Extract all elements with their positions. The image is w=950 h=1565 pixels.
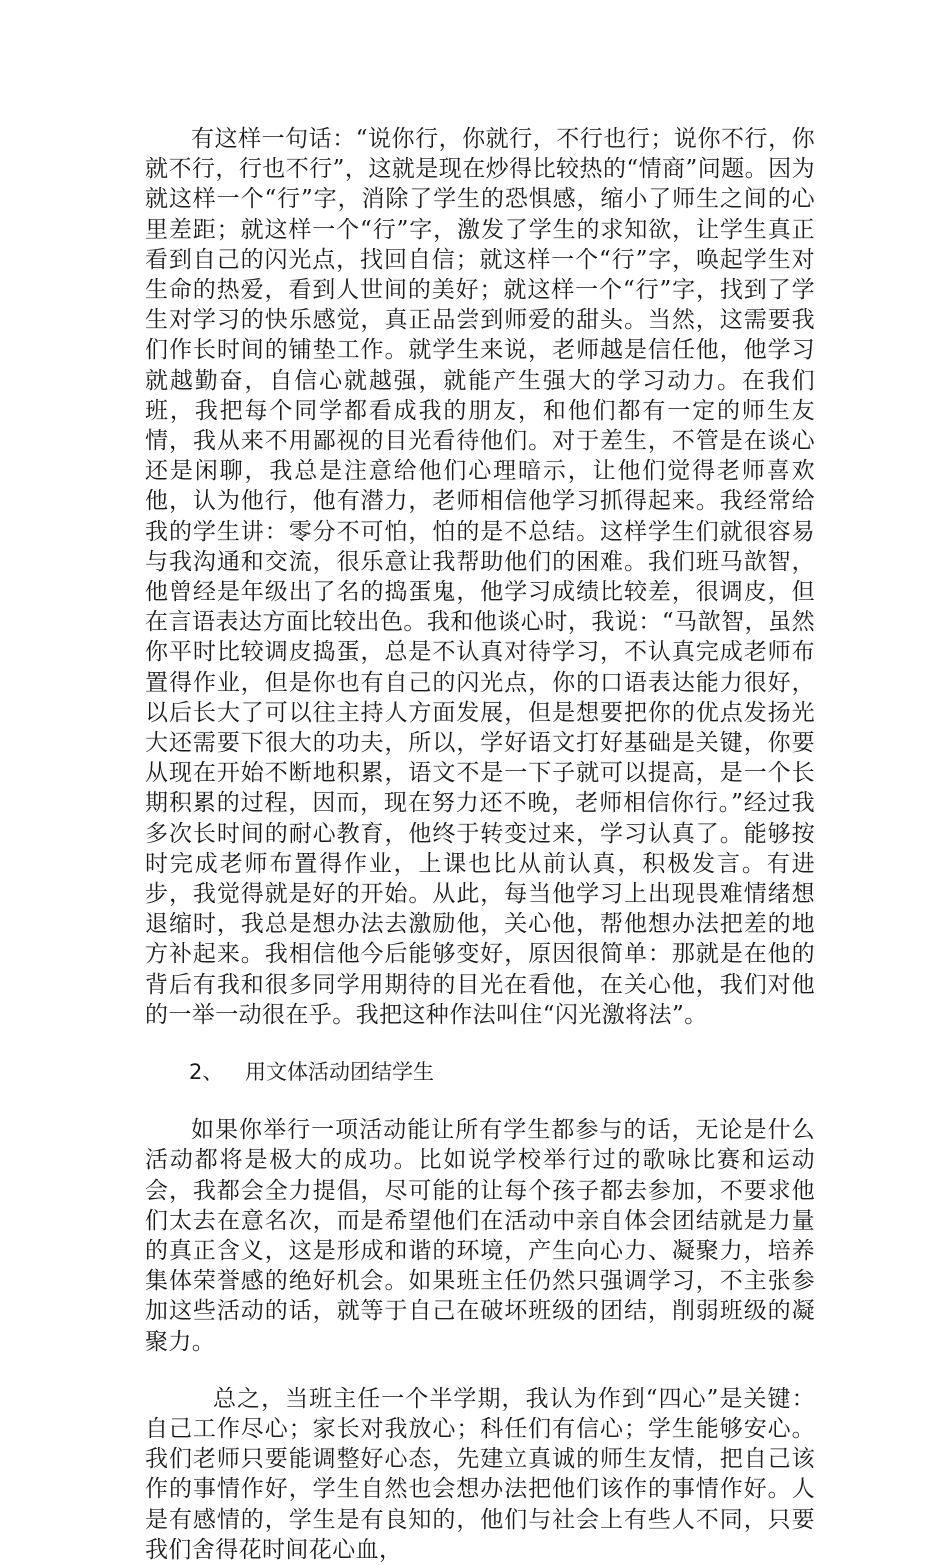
section-number: 2、 (189, 1060, 224, 1085)
section-title: 用文体活动团结学生 (245, 1060, 434, 1085)
document-page (145, 124, 815, 1565)
paragraph-flash-encouragement: 有这样一句话：“说你行，你就行，不行也行；说你不行，你就不行，行也不行”，这就是现在炒得比较热的“情商”问题。因为就这样一个“行”字，消除了学生的恐惧感，缩小了师生之间的心里差距；就这样一个“行”字，激发了学生的求知欲，让学生真正看到自己的闪光点，找回自信；就这样一个“行”字，唤起学生对生命的热爱，看到人世间的美好；就这样一个“行”字，找到了学生对学习的快乐感觉，真正品尝到师爱的甜头。当然，这需要我们作长时间的铺垫工作。就学生来说，老师越是信任他，他学习就越勤奋，自信心就越强，就能产生强大的学习动力。在我们班，我把每个同学都看成我的朋友，和他们都有一定的师生友情，我从来不用鄙视的目光看待他们。对于差生，不管是在谈心还是闲聊，我总是注意给他们心理暗示，让他们觉得老师喜欢他，认为他行，他有潜力，老师相信他学习抓得起来。我经常给我的学生讲：零分不可怕，怕的是不总结。这样学生们就很容易与我沟通和交流，很乐意让我帮助他们的困难。我们班马歆智，他曾经是年级出了名的捣蛋鬼，他学习成绩比较差，很调皮，但在言语表达方面比较出色。我和他谈心时，我说：“马歆智，虽然你平时比较调皮捣蛋，总是不认真对待学习，不认真完成老师布置得作业，但是你也有自己的闪光点，你的口语表达能力很好，以后长大了可以往主持人方面发展，但是想要把你的优点发扬光大还需要下很大的功夫，所以，学好语文打好基础是关键，你要从现在开始不断地积累，语文不是一下子就可以提高，是一个长期积累的过程，因而，现在努力还不晚，老师相信你行。”经过我多次长时间的耐心教育，他终于转变过来，学习认真了。能够按时完成老师布置得作业，上课也比从前认真，积极发言。有进步，我觉得就是好的开始。从此，每当他学习上出现畏难情绪想退缩时，我总是想办法去激励他，关心他，帮他想办法把差的地方补起来。我相信他今后能够变好，原因很简单：那就是在他的背后有我和很多同学用期待的目光在看他，在关心他，我们对他的一举一动很在乎。我把这种作法叫住“闪光激将法”。 (145, 126, 815, 1028)
paragraph-activities: 如果你举行一项活动能让所有学生都参与的话，无论是什么活动都将是极大的成功。比如说学校举行过的歌咏比赛和运动会，我都会全力提倡，尽可能的让每个孩子都去参加，不要求他们太去在意名次，而是希望他们在活动中亲自体会团结就是力量的真正含义，这是形成和谐的环境，产生向心力、凝聚力，培养集体荣誉感的绝好机会。如果班主任仍然只强调学习，不主张参加这些活动的话，就等于自己在破坏班级的团结，削弱班级的凝聚力。 (145, 1117, 815, 1355)
paragraph-conclusion: 总之，当班主任一个半学期，我认为作到“四心”是关键：自己工作尽心；家长对我放心；科任们有信心；学生能够安心。我们老师只要能调整好心态，先建立真诚的师生友情，把自己该作的事情作好，学生自然也会想办法把他们该作的事情作好。人是有感情的，学生是有良知的，他们与社会上有些人不同，只要我们舍得花时间花心血， (145, 1385, 815, 1563)
section-heading (145, 1057, 815, 1087)
